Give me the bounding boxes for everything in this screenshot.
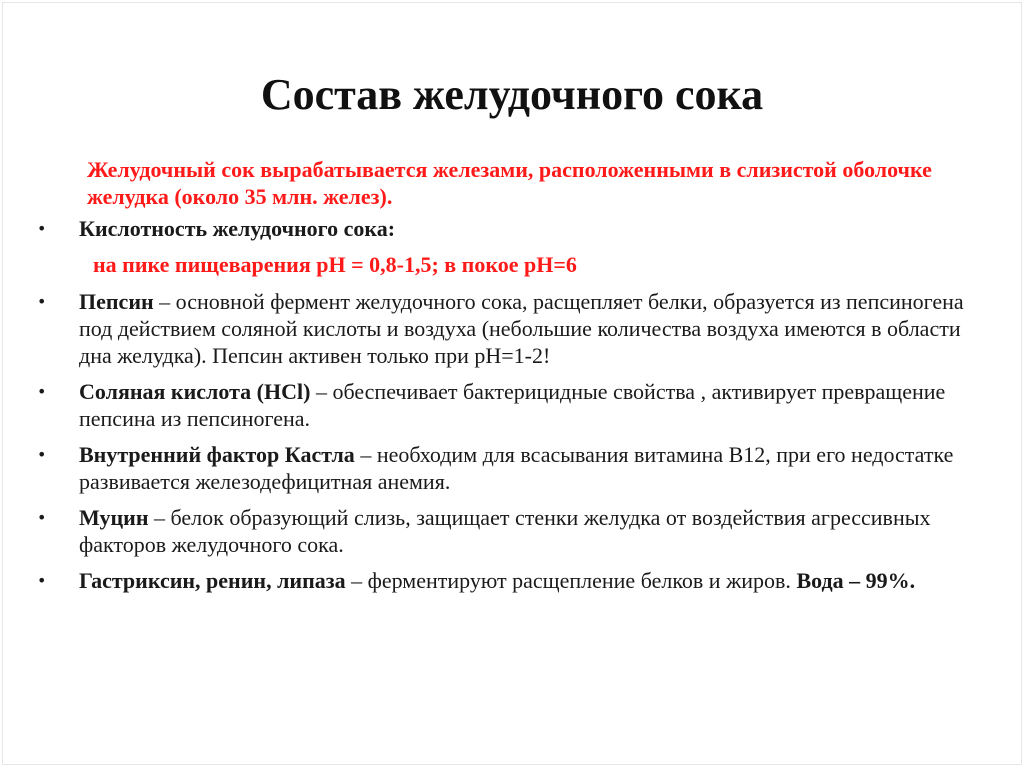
item-description: – белок образующий слизь, защищает стенки желудка от воздействия агрессивных факторов желудочного сока. <box>79 505 931 557</box>
water-content: Вода – 99%. <box>796 568 916 593</box>
bullet-icon: • <box>37 292 47 311</box>
item-description: – ферментируют расщепление белков и жиров. <box>345 568 797 593</box>
acidity-detail: на пике пищеварения рН = 0,8-1,5; в покое рН=6 <box>93 252 577 277</box>
bullet-list <box>3 215 1003 603</box>
item-description: – обеспечивает бактерицидные свойства , активирует превращение пепсина из пепсиногена. <box>79 379 946 431</box>
item-term: Муцин <box>79 505 149 530</box>
bullet-icon: • <box>37 382 47 401</box>
bullet-icon: • <box>37 508 47 527</box>
item-term: Внутренний фактор Кастла <box>79 442 355 467</box>
bullet-icon: • <box>37 571 47 590</box>
list-item-acidity <box>3 215 1003 242</box>
slide <box>2 2 1022 765</box>
list-item-enzymes <box>3 567 1003 594</box>
slide-title: Состав желудочного сока <box>260 70 764 119</box>
list-item-hcl <box>3 378 1003 432</box>
item-term: Кислотность желудочного сока: <box>79 216 396 241</box>
list-item-castle-factor <box>3 441 1003 495</box>
item-description: – основной фермент желудочного сока, расщепляет белки, образуется из пепсиногена под действием соляной кислоты и воздуха (небольшие количества воздуха имеются в области дна желудка). Пепсин активен только при рН=1-2! <box>79 289 964 368</box>
item-term: Пепсин <box>79 289 154 314</box>
bullet-icon: • <box>37 219 47 238</box>
bullet-icon: • <box>37 445 47 464</box>
item-description: – необходим для всасывания витамина В12, при его недостатке развивается железодефицитная анемия. <box>79 442 954 494</box>
list-item-pepsin <box>3 288 1003 369</box>
list-item-mucin <box>3 504 1003 558</box>
intro-text: Желудочный сок вырабатывается железами, расположенными в слизистой оболочке желудка (около 35 млн. желез). <box>87 157 932 209</box>
item-term: Гастриксин, ренин, липаза <box>79 568 346 593</box>
item-term: Соляная кислота (HCl) <box>79 379 311 404</box>
